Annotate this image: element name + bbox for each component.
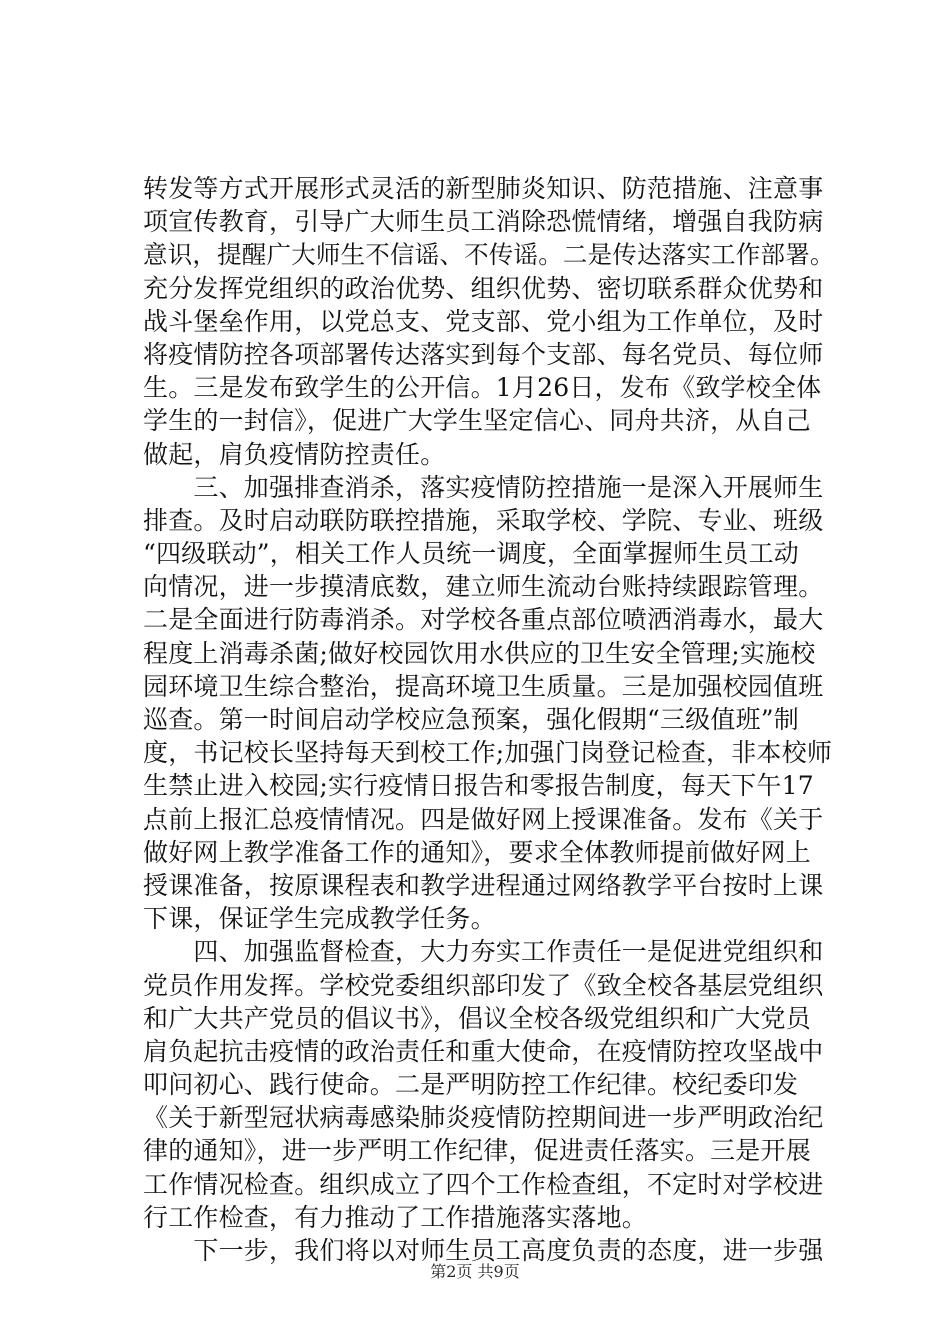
document-body	[143, 172, 843, 1267]
text-line: 将疫情防控各项部署传达落实到每个支部、每名党员、每位师	[143, 339, 824, 369]
text-line: 意识，提醒广大师生不信谣、不传谣。二是传达落实工作部署。	[143, 240, 835, 270]
text-line: 项宣传教育，引导广大师生员工消除恐慌情绪，增强自我防病	[143, 207, 824, 237]
text-line: 度，书记校长坚持每天到校工作;加强门岗登记检查，非本校师	[143, 738, 833, 768]
text-line: 点前上报汇总疫情情况。四是做好网上授课准备。发布《关于	[143, 804, 824, 834]
text-line: 《关于新型冠状病毒感染肺炎疫情防控期间进一步严明政治纪	[143, 1103, 824, 1133]
text-line: 下课，保证学生完成教学任务。	[143, 904, 496, 934]
text-line: 做起，肩负疫情防控责任。	[143, 439, 446, 469]
text-line: 党员作用发挥。学校党委组织部印发了《致全校各基层党组织	[143, 970, 824, 1000]
text-line: 三、加强排查消杀，落实疫情防控措施一是深入开展师生	[143, 472, 824, 502]
text-line: 园环境卫生综合整治，提高环境卫生质量。三是加强校园值班	[143, 671, 824, 701]
text-line: 叩问初心、践行使命。二是严明防控工作纪律。校纪委印发	[143, 1070, 799, 1100]
text-line: 巡查。第一时间启动学校应急预案，强化假期“三级值班”制	[143, 705, 799, 734]
page-footer: 第2页 共9页	[430, 1262, 520, 1281]
text-line: 二是全面进行防毒消杀。对学校各重点部位喷洒消毒水，最大	[143, 605, 824, 635]
text-line: 下一步，我们将以对师生员工高度负责的态度，进一步强	[143, 1236, 824, 1265]
text-line: 生禁止进入校园;实行疫情日报告和零报告制度，每天下午17	[143, 771, 814, 801]
text-line: 程度上消毒杀菌;做好校园饮用水供应的卫生安全管理;实施校	[143, 638, 816, 668]
text-line: 律的通知》，进一步严明工作纪律，促进责任落实。三是开展	[143, 1136, 811, 1166]
text-line: 学生的一封信》，促进广大学生坚定信心、同舟共济，从自己	[143, 406, 811, 436]
text-line: 战斗堡垒作用，以党总支、党支部、党小组为工作单位，及时	[143, 306, 824, 336]
text-line: 工作情况检查。组织成立了四个工作检查组，不定时对学校进	[143, 1169, 824, 1199]
text-line: 向情况，进一步摸清底数，建立师生流动台账持续跟踪管理。	[143, 572, 824, 602]
text-line: 做好网上教学准备工作的通知》，要求全体教师提前做好网上	[143, 837, 811, 867]
text-line: 充分发挥党组织的政治优势、组织优势、密切联系群众优势和	[143, 273, 824, 303]
text-line: “四级联动”，相关工作人员统一调度，全面掌握师生员工动	[143, 539, 799, 569]
text-line: 肩负起抗击疫情的政治责任和重大使命，在疫情防控攻坚战中	[143, 1036, 824, 1066]
text-line: 转发等方式开展形式灵活的新型肺炎知识、防范措施、注意事	[143, 174, 824, 203]
text-line: 生。三是发布致学生的公开信。1月26日，发布《致学校全体	[143, 373, 822, 403]
text-line: 四、加强监督检查，大力夯实工作责任一是促进党组织和	[143, 937, 824, 967]
text-line: 排查。及时启动联防联控措施，采取学校、学院、专业、班级	[143, 505, 824, 535]
text-line: 行工作检查，有力推动了工作措施落实落地。	[143, 1202, 648, 1232]
text-line: 授课准备，按原课程表和教学进程通过网络教学平台按时上课	[143, 870, 824, 900]
text-line: 和广大共产党员的倡议书》，倡议全校各级党组织和广大党员	[143, 1003, 811, 1033]
